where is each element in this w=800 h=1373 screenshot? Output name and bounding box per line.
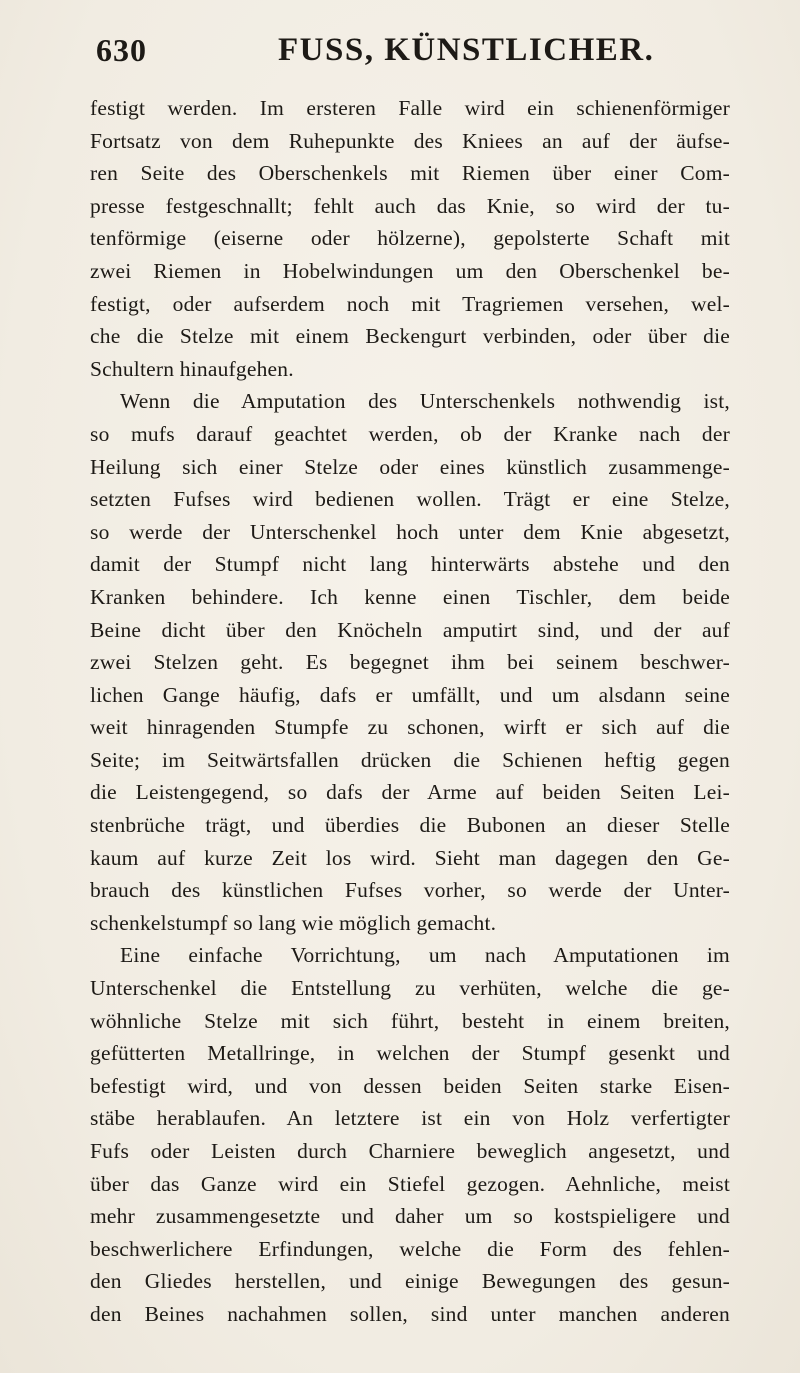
text-line: stenbrüche trägt, und überdies die Bubonen an dieser Stelle bbox=[90, 813, 730, 838]
text-line: lichen Gange häufig, dafs er umfällt, und um alsdann seine bbox=[90, 682, 730, 707]
text-line: über das Ganze wird ein Stiefel gezogen. Aehnliche, meist bbox=[90, 1171, 730, 1196]
text-line: presse festgeschnallt; fehlt auch das Knie, so wird der tu- bbox=[90, 193, 730, 218]
text-line: Kranken behindere. Ich kenne einen Tischler, dem beide bbox=[90, 584, 730, 609]
text-line: festigt, oder aufserdem noch mit Tragriemen versehen, wel- bbox=[90, 291, 730, 316]
running-head: FUSS, KÜNSTLICHER. bbox=[278, 32, 655, 68]
text-line: kaum auf kurze Zeit los wird. Sieht man dagegen den Ge- bbox=[90, 845, 730, 870]
text-line: so werde der Unterschenkel hoch unter dem Knie abgesetzt, bbox=[90, 519, 730, 544]
text-line: beschwerlichere Erfindungen, welche die Form des fehlen- bbox=[90, 1236, 730, 1261]
text-line: stäbe herablaufen. An letztere ist ein von Holz verfertigter bbox=[90, 1106, 730, 1131]
text-line: so mufs darauf geachtet werden, ob der Kranke nach der bbox=[90, 421, 730, 446]
text-line: tenförmige (eiserne oder hölzerne), gepolsterte Schaft mit bbox=[90, 226, 730, 251]
text-line: setzten Fufses wird bedienen wollen. Trägt er eine Stelze, bbox=[90, 487, 730, 512]
text-line: Wenn die Amputation des Unterschenkels nothwendig ist, bbox=[120, 389, 730, 414]
page-header bbox=[96, 32, 736, 82]
text-line: Beine dicht über den Knöcheln amputirt sind, und der auf bbox=[90, 617, 730, 642]
text-line: damit der Stumpf nicht lang hinterwärts abstehe und den bbox=[90, 552, 730, 577]
text-line: zwei Stelzen geht. Es begegnet ihm bei seinem beschwer- bbox=[90, 650, 730, 675]
text-line: Unterschenkel die Entstellung zu verhüten, welche die ge- bbox=[90, 976, 730, 1001]
text-line: Seite; im Seitwärtsfallen drücken die Schienen heftig gegen bbox=[90, 747, 730, 772]
text-line: festigt werden. Im ersteren Falle wird ein schienenförmiger bbox=[90, 96, 730, 120]
text-line: die Leistengegend, so dafs der Arme auf beiden Seiten Lei- bbox=[90, 780, 730, 805]
text-line: Eine einfache Vorrichtung, um nach Amputationen im bbox=[120, 943, 730, 968]
text-line: schenkelstumpf so lang wie möglich gemacht. bbox=[90, 910, 497, 935]
text-line: Fufs oder Leisten durch Charniere beweglich angesetzt, und bbox=[90, 1139, 730, 1163]
text-line: ren Seite des Oberschenkels mit Riemen über einer Com- bbox=[90, 161, 730, 186]
text-line: zwei Riemen in Hobelwindungen um den Oberschenkel be- bbox=[90, 258, 730, 283]
page-number: 630 bbox=[96, 32, 147, 68]
text-line: wöhnliche Stelze mit sich führt, besteht in einem breiten, bbox=[90, 1008, 730, 1033]
text-line: mehr zusammengesetzte und daher um so kostspieligere und bbox=[90, 1204, 730, 1229]
body-text bbox=[90, 92, 730, 1331]
text-line: den Gliedes herstellen, und einige Bewegungen des gesun- bbox=[90, 1269, 730, 1294]
text-line: che die Stelze mit einem Beckengurt verbinden, oder über die bbox=[90, 324, 730, 349]
text-line: gefütterten Metallringe, in welchen der Stumpf gesenkt und bbox=[90, 1041, 730, 1066]
text-line: weit hinragenden Stumpfe zu schonen, wirft er sich auf die bbox=[90, 715, 730, 740]
text-line: Fortsatz von dem Ruhepunkte des Kniees an auf der äufse- bbox=[90, 128, 730, 153]
text-line: befestigt wird, und von dessen beiden Seiten starke Eisen- bbox=[90, 1073, 730, 1098]
text-line: Schultern hinaufgehen. bbox=[90, 356, 294, 381]
text-line: brauch des künstlichen Fufses vorher, so werde der Unter- bbox=[90, 878, 730, 903]
text-line: den Beines nachahmen sollen, sind unter manchen anderen bbox=[90, 1301, 730, 1326]
text-line: Heilung sich einer Stelze oder eines künstlich zusammenge- bbox=[90, 454, 730, 479]
